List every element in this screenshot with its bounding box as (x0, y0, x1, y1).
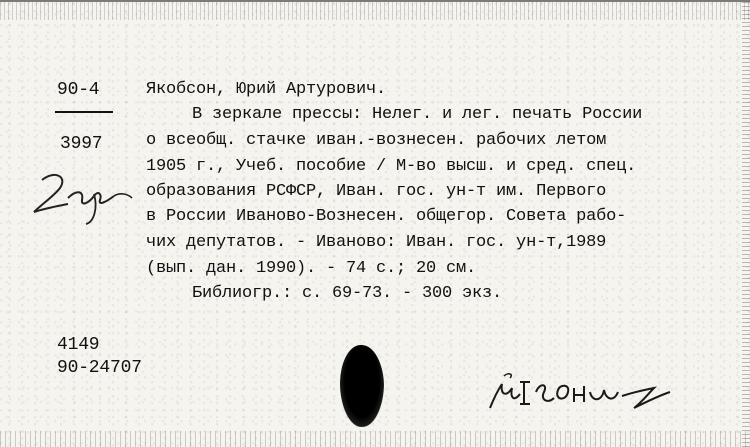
inventory-number: 3997 (60, 134, 103, 154)
description-line: о всеобщ. стачке иван.-вознесен. рабочих летом (146, 131, 607, 150)
bottom-code: 4149 (57, 335, 100, 355)
card-bottom-edge (0, 431, 750, 447)
handwritten-mark (24, 168, 134, 228)
description-line: 1905 г., Учеб. пособие / М-во высш. и сред. спец. (146, 157, 637, 176)
description-line: (вып. дан. 1990). - 74 с.; 20 см. (146, 259, 477, 278)
handwritten-signature (484, 368, 674, 420)
author-heading: Якобсон, Юрий Артурович. (146, 80, 387, 99)
description-line: В зеркале прессы: Нелег. и лег. печать России (192, 105, 643, 124)
shelf-mark-rule (55, 111, 113, 113)
description-line: в России Иваново-Вознесен. общегор. Совета рабо- (146, 207, 627, 226)
punch-hole (340, 345, 384, 427)
bibliography-note: Библиогр.: с. 69-73. - 300 экз. (192, 284, 503, 303)
card-right-edge (742, 0, 750, 447)
description-line: образования РСФСР, Иван. гос. ун-т им. Первого (146, 182, 607, 201)
bottom-code: 90-24707 (57, 358, 142, 378)
description-line: чих депутатов. - Иваново: Иван. гос. ун-т,1989 (146, 233, 607, 252)
card-top-edge (0, 0, 750, 20)
shelf-mark: 90-4 (57, 80, 100, 100)
